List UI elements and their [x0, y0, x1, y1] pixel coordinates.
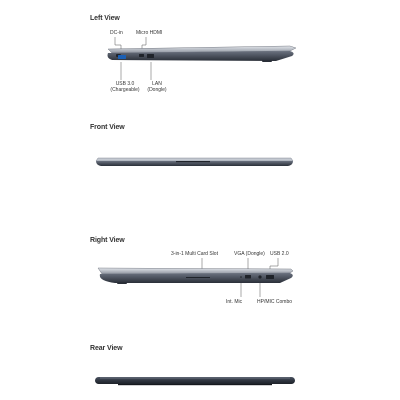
label-usb20: USB 2.0	[270, 251, 289, 257]
label-lan-sub: (Dongle)	[147, 87, 167, 93]
label-usb30-name: USB 3.0	[115, 81, 135, 87]
label-micro-hdmi: Micro HDMI	[136, 30, 163, 36]
front-view-title: Front View	[90, 124, 125, 131]
label-card-slot: 3-in-1 Multi Card Slot	[171, 251, 218, 257]
rear-view-title: Rear View	[90, 345, 123, 352]
left-view-title: Left View	[90, 15, 120, 22]
rear-hinge	[118, 384, 272, 385]
label-usb30-sub: (Chargeable)	[110, 87, 140, 93]
label-lan-name: LAN	[152, 81, 162, 87]
laptop-rear	[95, 377, 295, 385]
label-int-mic: Int. Mic	[226, 299, 243, 305]
label-vga: VGA (Dongle)	[234, 251, 265, 257]
right-view-title: Right View	[90, 237, 125, 244]
label-dc-in: DC-in	[110, 30, 123, 36]
label-hp-mic: HP/MIC Combo	[257, 299, 293, 305]
